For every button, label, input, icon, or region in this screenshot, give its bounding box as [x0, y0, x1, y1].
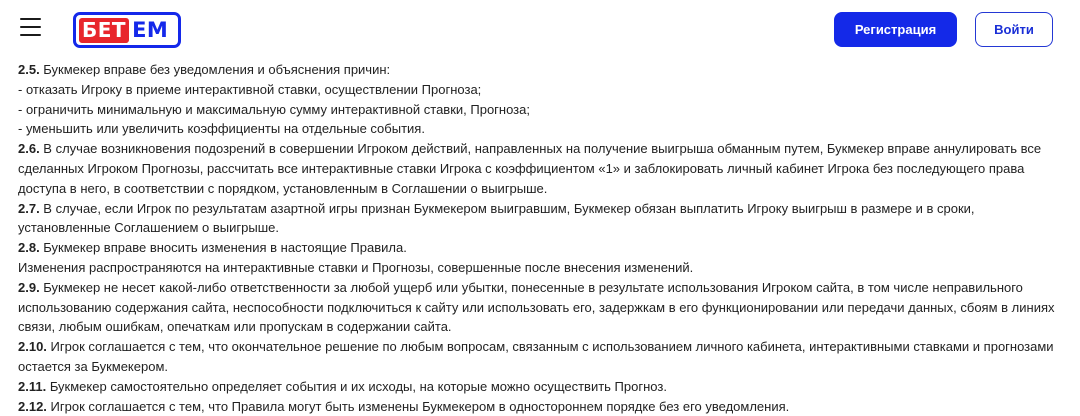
- rule-paragraph: [18, 337, 1068, 377]
- rule-text: В случае возникновения подозрений в совершении Игроком действий, направленных на получение выигрыша обманным путем, Букмекер вправе аннулировать все сделанных Игроком Прогнозы, рассчитать все интерактивные ставки Игрока с коэффициентом «1» и заблокировать личный кабинет Игрока без последующего права доступа в него, в соответствии с порядком, установленным в Соглашении о выигрыше.: [18, 141, 1042, 196]
- rule-text: Игрок соглашается с тем, что окончательное решение по любым вопросам, связанным с использованием личного кабинета, интерактивными ставками и прогнозами остается за Букмекером.: [18, 339, 1054, 374]
- rule-paragraph: [18, 60, 1068, 80]
- login-button[interactable]: Войти: [975, 12, 1053, 47]
- rule-paragraph: [18, 397, 1068, 416]
- site-header: [0, 0, 1080, 58]
- rule-number: 2.6.: [18, 141, 40, 157]
- rule-paragraph: [18, 238, 1068, 258]
- rule-number: 2.12.: [18, 398, 47, 414]
- rule-number: 2.9.: [18, 279, 40, 295]
- rule-paragraph: [18, 100, 1068, 120]
- rule-number: 2.5.: [18, 62, 40, 77]
- hamburger-menu-icon[interactable]: [20, 18, 42, 36]
- rule-text: Букмекер вправе вносить изменения в настоящие Правила.: [39, 240, 407, 256]
- rule-number: 2.7.: [18, 200, 40, 216]
- rule-text: Букмекер вправе без уведомления и объяснения причин:: [39, 62, 391, 77]
- rule-paragraph: [18, 377, 1068, 397]
- rule-paragraph: [18, 258, 1068, 278]
- rule-text: Букмекер не несет какой-либо ответственности за любой ущерб или убытки, понесенные в результате использования Игроком сайта, в том числе неправильного использованию содержания сайта, неспособности подключиться к сайту или использовать его, задержкам в его функционировании или передачи данных, сбоям в линиях связи, любым ошибкам, опечаткам или пропускам в содержании сайта.: [18, 279, 1055, 335]
- rule-number: 2.11.: [18, 378, 47, 394]
- rule-paragraph: [18, 278, 1068, 337]
- logo-text-blue: ЕМ: [132, 17, 169, 42]
- rule-paragraph: [18, 139, 1068, 198]
- rule-text: - отказать Игроку в приеме интерактивной ставки, осуществлении Прогноза;: [18, 81, 482, 97]
- site-logo[interactable]: [73, 12, 181, 48]
- rule-text: Изменения распространяются на интерактивные ставки и Прогнозы, совершенные после внесения изменений.: [18, 259, 694, 275]
- rule-paragraph: [18, 119, 1068, 139]
- logo-text-red: БЕТ: [79, 18, 129, 43]
- rule-text: - уменьшить или увеличить коэффициенты на отдельные события.: [18, 121, 425, 137]
- rule-text: Игрок соглашается с тем, что Правила могут быть изменены Букмекером в одностороннем порядке без его уведомления.: [46, 398, 790, 414]
- rule-number: 2.8.: [18, 240, 40, 256]
- rule-text: - ограничить минимальную и максимальную сумму интерактивной ставки, Прогноза;: [18, 101, 530, 117]
- rule-text: В случае, если Игрок по результатам азартной игры признан Букмекером выигравшим, Букмекер обязан выплатить Игроку выигрыш в размере и в сроки, установленные Соглашением о выигрыше.: [18, 200, 975, 236]
- rule-number: 2.10.: [18, 339, 47, 355]
- rule-paragraph: [18, 80, 1068, 100]
- rule-paragraph: [18, 199, 1068, 239]
- rule-text: Букмекер самостоятельно определяет события и их исходы, на которые можно осуществить Прогноз.: [46, 378, 667, 394]
- register-button[interactable]: Регистрация: [834, 12, 957, 47]
- rules-content: [18, 60, 1068, 416]
